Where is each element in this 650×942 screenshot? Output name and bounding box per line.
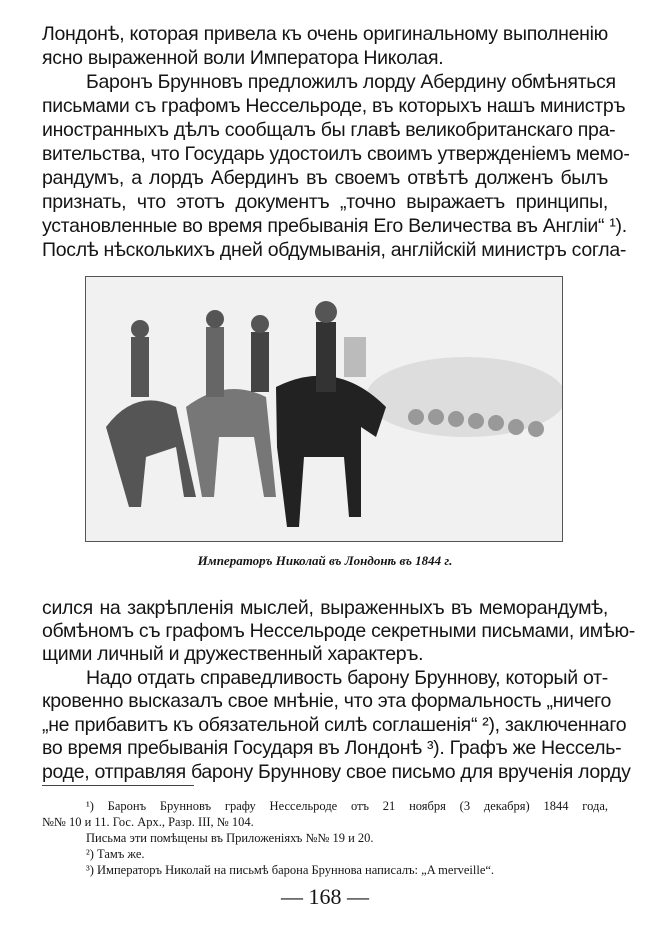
footnote: ¹) Баронъ Брунновъ графу Нессельроде отъ 21 ноября (3 декабря) 1844 года,	[86, 799, 608, 813]
text-line: Надо отдать справедливость барону Бруннову, который от-	[86, 667, 608, 689]
text-line: роде, отправляя барону Бруннову свое письмо для врученія лорду	[42, 761, 631, 783]
text-line: обмѣномъ съ графомъ Нессельроде секретными письмами, имѣю-	[42, 620, 636, 642]
text-line: сился на закрѣпленія мыслей, выраженныхъ въ меморандумѣ,	[42, 597, 608, 619]
text-line: ясно выраженной воли Императора Николая.	[42, 47, 444, 69]
text-line: Лондонѣ, которая привела къ очень оригинальному выполненію	[42, 23, 608, 45]
text-line: кровенно высказалъ свое мнѣніе, что эта формальность „ничего	[42, 690, 612, 712]
text-line: Послѣ нѣсколькихъ дней обдумыванія, англійскій министръ согла-	[42, 239, 627, 261]
illustration-caption: Императоръ Николай въ Лондонѣ въ 1844 г.	[197, 553, 453, 568]
footnote: ²) Тамъ же.	[86, 847, 145, 861]
footnote-divider	[42, 785, 194, 786]
text-line: иностранныхъ дѣлъ сообщалъ бы главѣ великобританскаго пра-	[42, 119, 616, 141]
footnote: ³) Императоръ Николай на письмѣ барона Бруннова написалъ: „A merveille“.	[86, 863, 495, 877]
text-line: вительства, что Государь удостоилъ своимъ утвержденіемъ мемо-	[42, 143, 630, 165]
text-line: письмами съ графомъ Нессельроде, въ которыхъ нашъ министръ	[42, 95, 626, 117]
footnote: Письма эти помѣщены въ Приложеніяхъ №№ 19 и 20.	[86, 831, 374, 845]
text-line: во время пребыванія Государя въ Лондонѣ ³). Графъ же Нессель-	[42, 737, 622, 759]
text-line: щими личный и дружественный характеръ.	[42, 643, 424, 665]
footnote: №№ 10 и 11. Гос. Арх., Разр. III, № 104.	[42, 815, 254, 829]
text-line: установленные во время пребыванія Его Величества въ Англіи“ ¹).	[42, 215, 627, 237]
engraving-image	[86, 277, 562, 541]
text-line: признать, что этотъ документъ „точно выражаетъ принципы,	[42, 191, 608, 213]
text-line: Баронъ Брунновъ предложилъ лорду Абердину обмѣняться	[86, 71, 616, 93]
text-line: рандумъ, а лордъ Абердинъ въ своемъ отвѣтѣ долженъ былъ	[42, 167, 608, 189]
text-line: „не прибавитъ къ обязательной силѣ соглашенія“ ²), заключеннаго	[42, 714, 627, 736]
illustration-emperor-nicholas-in-london	[85, 276, 563, 542]
page-number: — 168 —	[281, 884, 369, 909]
